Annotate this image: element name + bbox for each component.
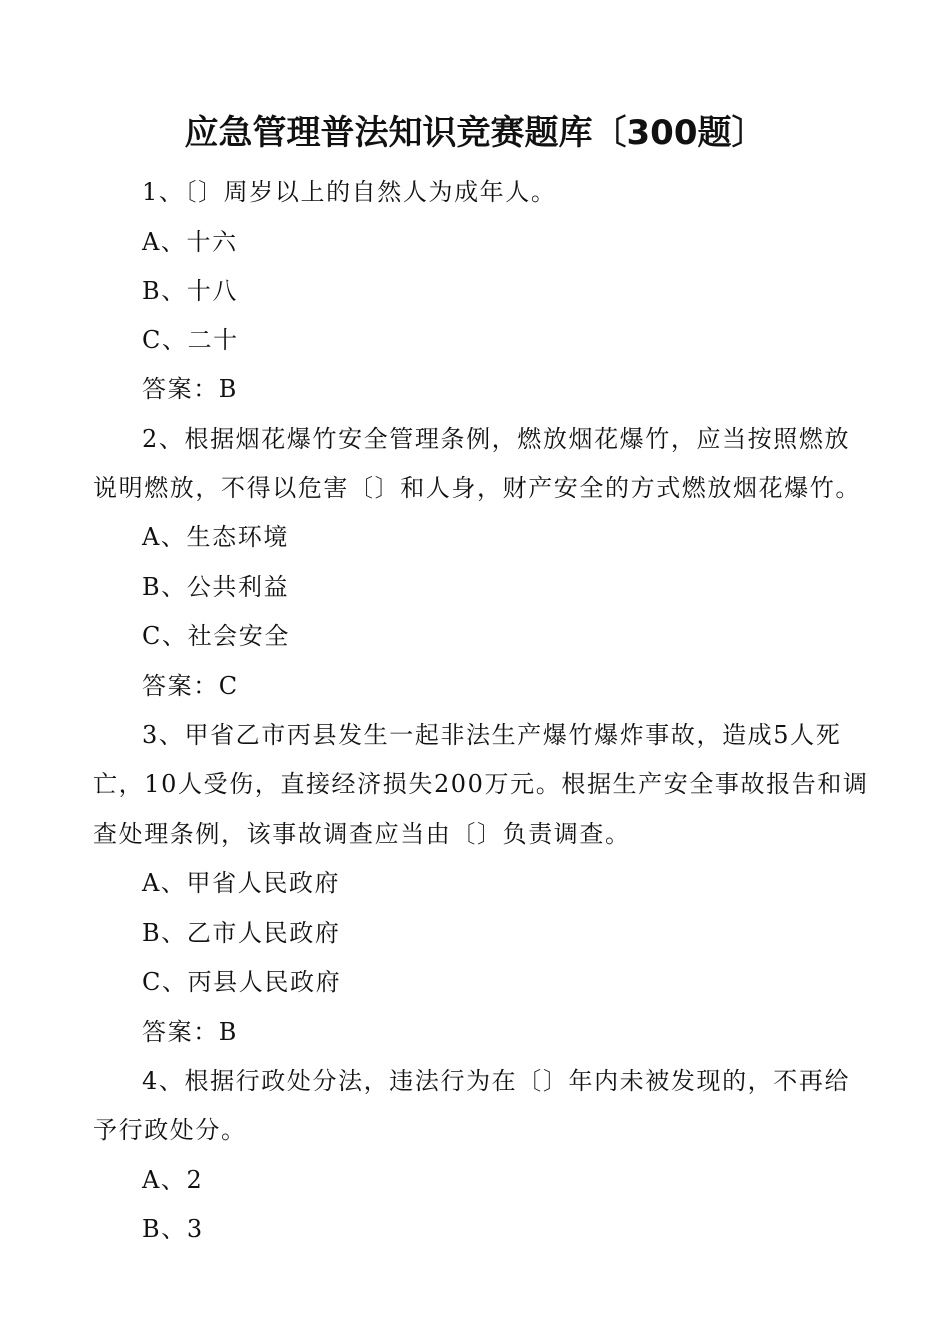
question-3-option-c: C、丙县人民政府	[142, 968, 342, 996]
question-1-option-a: A、十六	[142, 228, 238, 256]
question-3-answer: 答案：B	[142, 1018, 239, 1046]
question-4-stem-line-1: 4、根据行政处分法，违法行为在〔〕年内未被发现的，不再给	[142, 1067, 851, 1095]
question-1-option-c: C、二十	[142, 326, 239, 354]
question-3-stem-line-2: 亡，10人受伤，直接经济损失200万元。根据生产安全事故报告和调	[93, 770, 869, 798]
question-3-stem-line-1: 3、甲省乙市丙县发生一起非法生产爆竹爆炸事故，造成5人死	[142, 721, 842, 749]
question-4-stem-line-2: 予行政处分。	[93, 1116, 247, 1144]
question-2-option-c: C、社会安全	[142, 622, 290, 650]
question-1-answer: 答案：B	[142, 375, 239, 403]
question-1-stem: 1、〔〕周岁以上的自然人为成年人。	[142, 178, 557, 206]
question-2-option-a: A、生态环境	[142, 523, 289, 551]
question-3-option-b: B、乙市人民政府	[142, 919, 341, 947]
question-3-stem-line-3: 查处理条例，该事故调查应当由〔〕负责调查。	[93, 820, 631, 848]
document-title: 应急管理普法知识竞赛题库〔300题〕	[184, 113, 766, 153]
question-2-option-b: B、公共利益	[142, 573, 290, 601]
question-4-option-b: B、3	[142, 1215, 204, 1243]
question-2-stem-line-2: 说明燃放，不得以危害〔〕和人身，财产安全的方式燃放烟花爆竹。	[93, 474, 861, 502]
question-2-stem-line-1: 2、根据烟花爆竹安全管理条例，燃放烟花爆竹，应当按照燃放	[142, 425, 851, 453]
question-4-option-a: A、2	[142, 1166, 204, 1194]
question-2-answer: 答案：C	[142, 672, 239, 700]
question-1-option-b: B、十八	[142, 277, 239, 305]
question-3-option-a: A、甲省人民政府	[142, 869, 341, 897]
